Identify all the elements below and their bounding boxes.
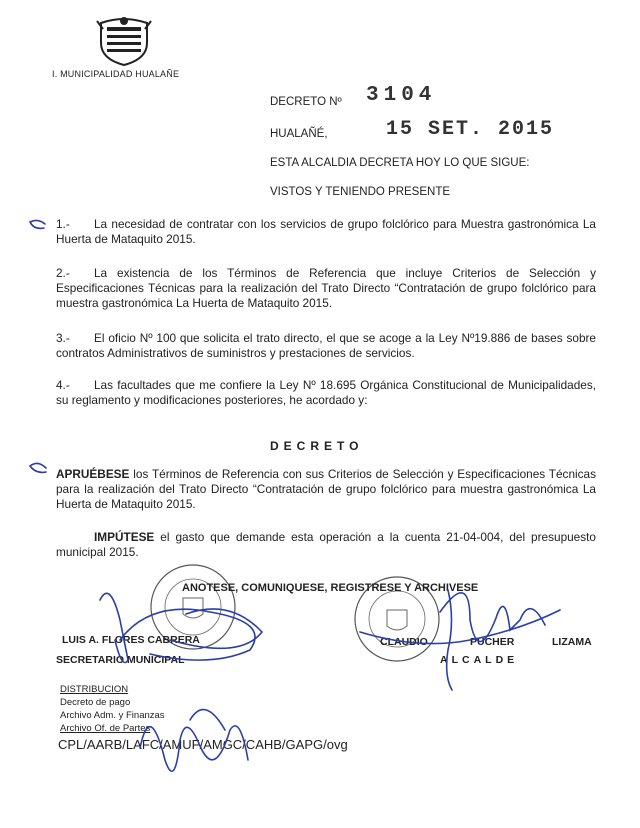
apruebese-keyword: APRUÉBESE: [56, 467, 130, 481]
place-label: HUALAÑÉ,: [270, 128, 328, 140]
secretary-name: LUIS A. FLORES CABRERA: [62, 634, 200, 646]
item-text: El oficio Nº 100 que solicita el trato directo, el que se acoge a la Ley Nº19.886 de bases sobre contratos Administrativos de suministros y prestaciones de servicios.: [56, 331, 596, 360]
decree-number-label: DECRETO Nº: [270, 96, 342, 108]
secretary-title: SECRETARIO MUNICIPAL: [56, 654, 185, 666]
item-number: 3.-: [56, 331, 70, 345]
decreto-title: DECRETO: [270, 439, 364, 453]
item-text: Las facultades que me confiere la Ley Nº 18.695 Orgánica Constitucional de Municipalidades, su reglamento y modificaciones posteriores, he acordado y:: [56, 378, 596, 407]
item-number: 1.-: [56, 217, 70, 231]
decreta-heading: ESTA ALCALDIA DECRETA HOY LO QUE SIGUE:: [270, 157, 530, 169]
date-stamp: 15 SET. 2015: [386, 118, 555, 141]
imputese-text: el gasto que demande esta operación a la cuenta 21-04-004, del presupuesto municipal 2015.: [56, 530, 596, 559]
decree-number-stamp: 3104: [366, 84, 437, 107]
mayor-first-name: CLAUDIO: [380, 636, 428, 648]
mayor-last-name: LIZAMA: [552, 636, 592, 648]
item-text: La existencia de los Términos de Referencia que incluye Criterios de Selección y Especificaciones Técnicas para la realización del Trato Directo “Contratación de grupo folclórico para muestra gastronómica La Huerta de Mataquito 2015.: [56, 266, 596, 310]
municipality-name: I. MUNICIPALIDAD HUALAÑE: [52, 69, 180, 79]
mayor-middle-name: PUCHER: [470, 636, 515, 648]
closing-formula: ANOTESE, COMUNIQUESE, REGISTRESE Y ARCHIVESE: [182, 582, 479, 594]
apruebese-text: los Términos de Referencia con sus Criterios de Selección y Especificaciones Técnicas para la realización del Trato Directo “Contratación de grupo folclórico para muestra gastronómica La Huerta de Mataquito 2015.: [56, 467, 596, 511]
item-number: 4.-: [56, 378, 70, 392]
item-number: 2.-: [56, 266, 70, 280]
distribution-line: Archivo Adm. y Finanzas: [60, 710, 165, 721]
distribution-line: Archivo Of. de Partes: [60, 723, 151, 734]
distribution-heading: DISTRIBUCION: [60, 684, 129, 695]
distribution-line: Decreto de pago: [60, 697, 131, 708]
imputese-keyword: IMPÚTESE: [94, 530, 155, 544]
initials-line: CPL/AARB/LAFC/AMUF/AMGC/CAHB/GAPG/ovg: [58, 737, 348, 752]
item-text: La necesidad de contratar con los servicios de grupo folclórico para Muestra gastronómica La Huerta de Mataquito 2015.: [56, 217, 596, 246]
mayor-title: ALCALDE: [440, 654, 519, 666]
vistos-heading: VISTOS Y TENIENDO PRESENTE: [270, 186, 451, 198]
